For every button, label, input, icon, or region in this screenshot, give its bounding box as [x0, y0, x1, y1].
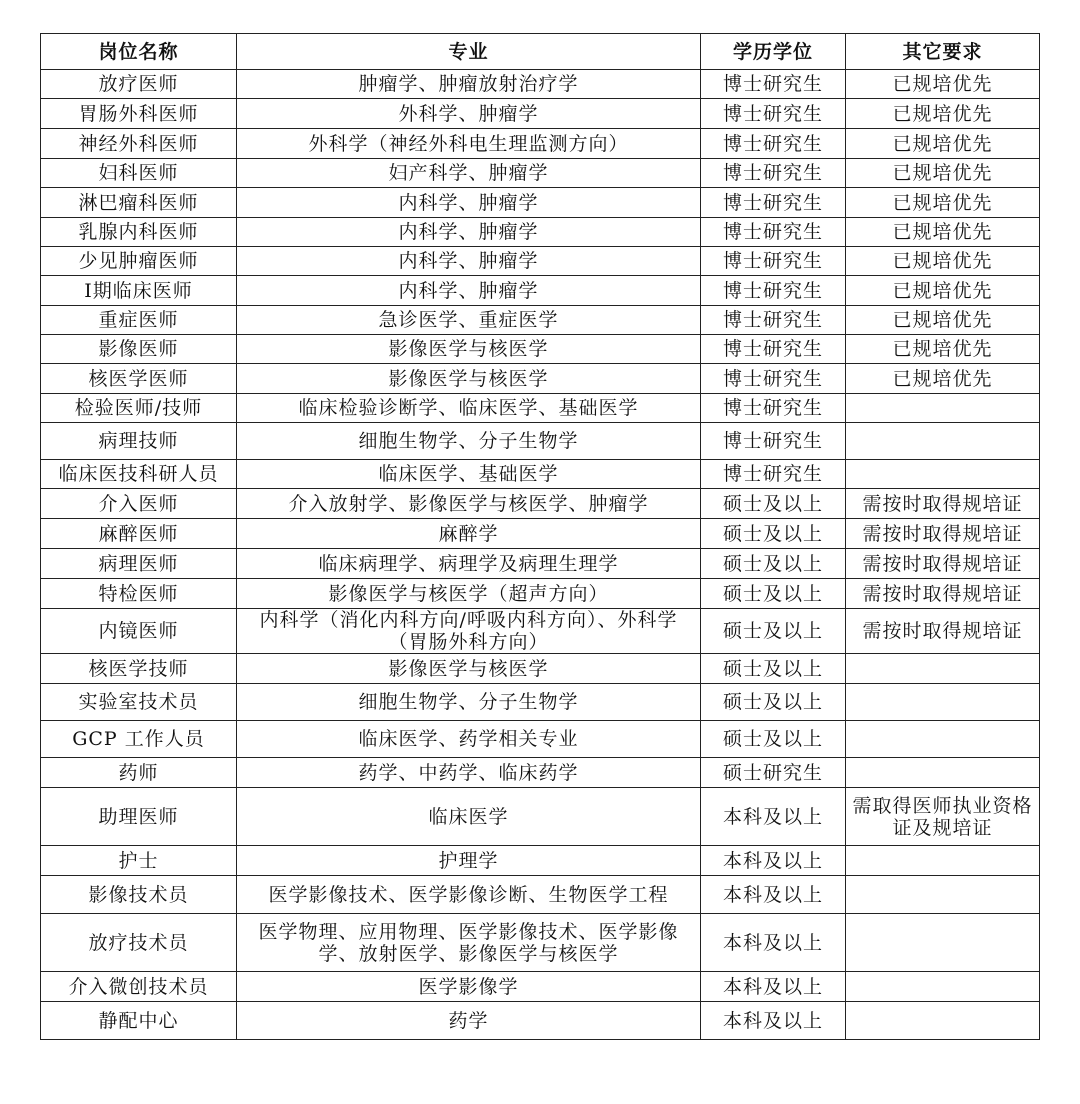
table-row — [41, 335, 1040, 364]
recruitment-table — [40, 33, 1040, 1040]
cell-other-requirements: 需按时取得规培证 — [846, 609, 1040, 654]
cell-position: 临床医技科研人员 — [41, 460, 237, 489]
cell-other-requirements — [846, 758, 1040, 788]
cell-other-requirements — [846, 972, 1040, 1002]
table-row — [41, 394, 1040, 423]
cell-position: 影像技术员 — [41, 876, 237, 914]
cell-position: 核医学技师 — [41, 654, 237, 684]
cell-other-requirements — [846, 423, 1040, 460]
cell-education: 本科及以上 — [701, 846, 846, 876]
cell-other-requirements: 已规培优先 — [846, 129, 1040, 159]
table-row — [41, 549, 1040, 579]
cell-major: 细胞生物学、分子生物学 — [237, 684, 701, 721]
cell-other-requirements: 需取得医师执业资格证及规培证 — [846, 788, 1040, 846]
cell-major: 影像医学与核医学 — [237, 364, 701, 394]
cell-major: 影像医学与核医学 — [237, 335, 701, 364]
cell-position: 检验医师/技师 — [41, 394, 237, 423]
cell-major: 外科学（神经外科电生理监测方向） — [237, 129, 701, 159]
table-row — [41, 70, 1040, 99]
cell-major: 内科学（消化内科方向/呼吸内科方向）、外科学（胃肠外科方向） — [237, 609, 701, 654]
cell-position: 病理技师 — [41, 423, 237, 460]
table-row — [41, 247, 1040, 276]
cell-other-requirements: 已规培优先 — [846, 99, 1040, 129]
cell-position: 麻醉医师 — [41, 519, 237, 549]
table-row — [41, 654, 1040, 684]
cell-position: GCP 工作人员 — [41, 721, 237, 758]
cell-education: 硕士及以上 — [701, 549, 846, 579]
cell-position: 乳腺内科医师 — [41, 218, 237, 247]
cell-other-requirements — [846, 1002, 1040, 1040]
cell-education: 博士研究生 — [701, 423, 846, 460]
cell-position: 妇科医师 — [41, 159, 237, 188]
cell-education: 博士研究生 — [701, 129, 846, 159]
table-row — [41, 721, 1040, 758]
cell-position: 助理医师 — [41, 788, 237, 846]
cell-other-requirements: 已规培优先 — [846, 247, 1040, 276]
table-row — [41, 579, 1040, 609]
cell-major: 介入放射学、影像医学与核医学、肿瘤学 — [237, 489, 701, 519]
cell-education: 博士研究生 — [701, 99, 846, 129]
cell-major: 急诊医学、重症医学 — [237, 306, 701, 335]
cell-other-requirements — [846, 460, 1040, 489]
cell-position: 护士 — [41, 846, 237, 876]
cell-major: 临床医学、药学相关专业 — [237, 721, 701, 758]
table-row — [41, 129, 1040, 159]
cell-position: 放疗医师 — [41, 70, 237, 99]
cell-other-requirements — [846, 654, 1040, 684]
table-row — [41, 519, 1040, 549]
cell-major: 护理学 — [237, 846, 701, 876]
cell-other-requirements — [846, 876, 1040, 914]
cell-position: 神经外科医师 — [41, 129, 237, 159]
cell-major: 细胞生物学、分子生物学 — [237, 423, 701, 460]
cell-major: 临床医学、基础医学 — [237, 460, 701, 489]
cell-position: 少见肿瘤医师 — [41, 247, 237, 276]
cell-major: 临床医学 — [237, 788, 701, 846]
cell-major: 临床检验诊断学、临床医学、基础医学 — [237, 394, 701, 423]
cell-other-requirements: 已规培优先 — [846, 335, 1040, 364]
cell-position: 重症医师 — [41, 306, 237, 335]
cell-major: 药学 — [237, 1002, 701, 1040]
cell-position: 放疗技术员 — [41, 914, 237, 972]
table-row — [41, 489, 1040, 519]
cell-position: 胃肠外科医师 — [41, 99, 237, 129]
table-row — [41, 788, 1040, 846]
cell-major: 药学、中药学、临床药学 — [237, 758, 701, 788]
table-row — [41, 364, 1040, 394]
cell-position: 介入医师 — [41, 489, 237, 519]
table-row — [41, 423, 1040, 460]
cell-education: 硕士及以上 — [701, 721, 846, 758]
cell-other-requirements — [846, 394, 1040, 423]
cell-major: 临床病理学、病理学及病理生理学 — [237, 549, 701, 579]
table-row — [41, 876, 1040, 914]
cell-education: 博士研究生 — [701, 394, 846, 423]
cell-position: 内镜医师 — [41, 609, 237, 654]
cell-education: 硕士及以上 — [701, 684, 846, 721]
cell-education: 博士研究生 — [701, 335, 846, 364]
cell-education: 博士研究生 — [701, 188, 846, 218]
cell-major: 内科学、肿瘤学 — [237, 276, 701, 306]
header-major: 专业 — [237, 34, 701, 70]
cell-education: 硕士及以上 — [701, 609, 846, 654]
cell-education: 博士研究生 — [701, 218, 846, 247]
cell-education: 本科及以上 — [701, 876, 846, 914]
header-education: 学历学位 — [701, 34, 846, 70]
cell-other-requirements: 已规培优先 — [846, 70, 1040, 99]
cell-education: 博士研究生 — [701, 247, 846, 276]
cell-position: 介入微创技术员 — [41, 972, 237, 1002]
cell-major: 影像医学与核医学 — [237, 654, 701, 684]
cell-position: 特检医师 — [41, 579, 237, 609]
cell-major: 医学影像学 — [237, 972, 701, 1002]
cell-major: 麻醉学 — [237, 519, 701, 549]
cell-position: 静配中心 — [41, 1002, 237, 1040]
cell-major: 影像医学与核医学（超声方向） — [237, 579, 701, 609]
table-row — [41, 460, 1040, 489]
cell-other-requirements: 需按时取得规培证 — [846, 579, 1040, 609]
cell-education: 博士研究生 — [701, 276, 846, 306]
cell-other-requirements: 需按时取得规培证 — [846, 549, 1040, 579]
header-position: 岗位名称 — [41, 34, 237, 70]
cell-other-requirements: 已规培优先 — [846, 276, 1040, 306]
cell-position: 药师 — [41, 758, 237, 788]
cell-education: 硕士及以上 — [701, 654, 846, 684]
cell-position: 影像医师 — [41, 335, 237, 364]
table-row — [41, 758, 1040, 788]
cell-other-requirements — [846, 721, 1040, 758]
header-other-requirements: 其它要求 — [846, 34, 1040, 70]
table-row — [41, 914, 1040, 972]
cell-education: 本科及以上 — [701, 972, 846, 1002]
cell-position: 核医学医师 — [41, 364, 237, 394]
cell-education: 博士研究生 — [701, 364, 846, 394]
table-row — [41, 276, 1040, 306]
cell-other-requirements — [846, 914, 1040, 972]
table-row — [41, 972, 1040, 1002]
cell-major: 外科学、肿瘤学 — [237, 99, 701, 129]
cell-major: 肿瘤学、肿瘤放射治疗学 — [237, 70, 701, 99]
cell-other-requirements — [846, 846, 1040, 876]
cell-education: 硕士及以上 — [701, 489, 846, 519]
cell-education: 博士研究生 — [701, 460, 846, 489]
table-body — [41, 70, 1040, 1040]
table-row — [41, 684, 1040, 721]
cell-position: Ⅰ期临床医师 — [41, 276, 237, 306]
cell-position: 实验室技术员 — [41, 684, 237, 721]
cell-education: 硕士及以上 — [701, 519, 846, 549]
table-row — [41, 609, 1040, 654]
cell-education: 硕士研究生 — [701, 758, 846, 788]
table-row — [41, 188, 1040, 218]
cell-other-requirements — [846, 684, 1040, 721]
table-header-row — [41, 34, 1040, 70]
cell-position: 淋巴瘤科医师 — [41, 188, 237, 218]
cell-major: 内科学、肿瘤学 — [237, 247, 701, 276]
table-row — [41, 99, 1040, 129]
cell-other-requirements: 需按时取得规培证 — [846, 489, 1040, 519]
table-row — [41, 218, 1040, 247]
cell-position: 病理医师 — [41, 549, 237, 579]
cell-education: 博士研究生 — [701, 70, 846, 99]
cell-major: 妇产科学、肿瘤学 — [237, 159, 701, 188]
cell-education: 本科及以上 — [701, 914, 846, 972]
cell-education: 本科及以上 — [701, 1002, 846, 1040]
cell-education: 博士研究生 — [701, 159, 846, 188]
cell-major: 医学影像技术、医学影像诊断、生物医学工程 — [237, 876, 701, 914]
cell-education: 博士研究生 — [701, 306, 846, 335]
cell-other-requirements: 已规培优先 — [846, 188, 1040, 218]
cell-major: 内科学、肿瘤学 — [237, 218, 701, 247]
table-row — [41, 306, 1040, 335]
cell-other-requirements: 需按时取得规培证 — [846, 519, 1040, 549]
table-row — [41, 846, 1040, 876]
cell-education: 硕士及以上 — [701, 579, 846, 609]
cell-major: 内科学、肿瘤学 — [237, 188, 701, 218]
cell-other-requirements: 已规培优先 — [846, 218, 1040, 247]
table-row — [41, 1002, 1040, 1040]
cell-education: 本科及以上 — [701, 788, 846, 846]
table-row — [41, 159, 1040, 188]
cell-major: 医学物理、应用物理、医学影像技术、医学影像学、放射医学、影像医学与核医学 — [237, 914, 701, 972]
cell-other-requirements: 已规培优先 — [846, 306, 1040, 335]
cell-other-requirements: 已规培优先 — [846, 159, 1040, 188]
cell-other-requirements: 已规培优先 — [846, 364, 1040, 394]
